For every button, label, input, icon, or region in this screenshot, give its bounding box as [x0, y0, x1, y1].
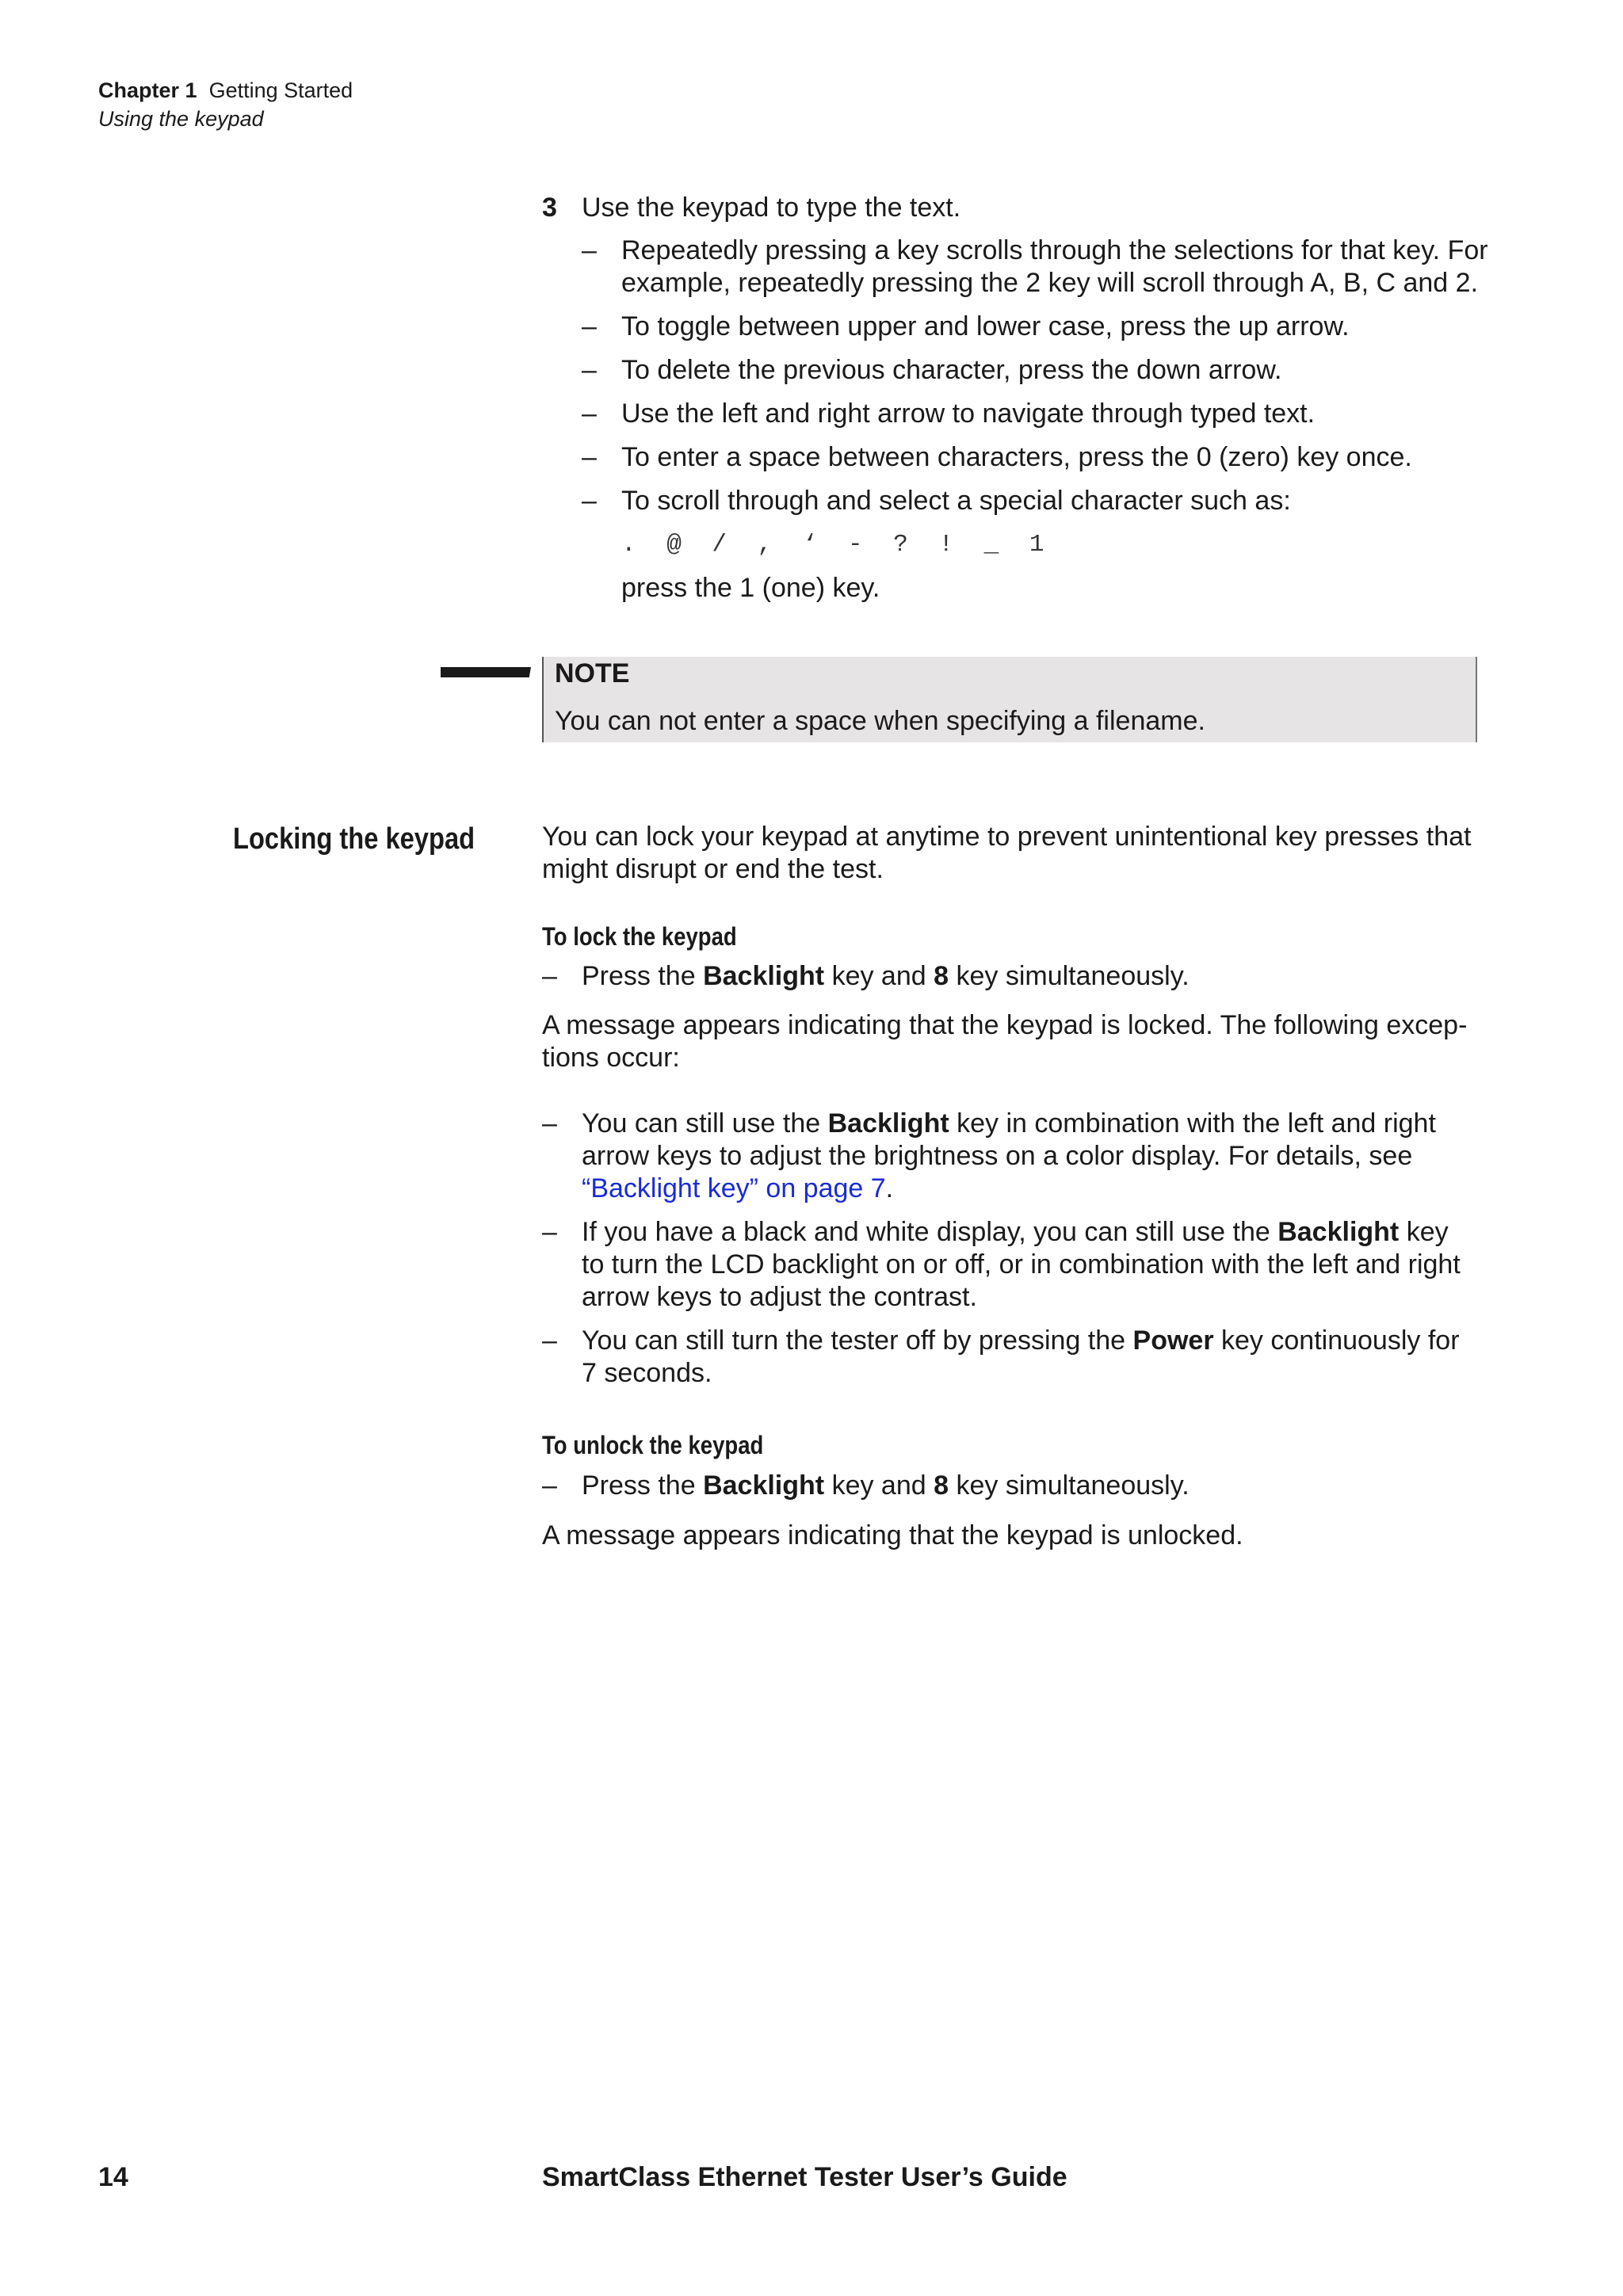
key-name-power: Power — [1132, 1325, 1214, 1356]
list-item-text: Repeatedly pressing a key scrolls through the selections for that key. For example, repeatedly pressing the 2 key will scroll through A, B, C and 2. — [621, 235, 1488, 298]
locking-intro: You can lock your keypad at anytime to prevent unintentional key presses that might disrupt or end the test. — [542, 822, 1472, 884]
dash-bullet: – — [542, 1108, 557, 1138]
key-name-backlight: Backlight — [827, 1108, 949, 1138]
list-item — [582, 354, 1493, 387]
dash-bullet: – — [582, 486, 597, 516]
list-item — [542, 1325, 1477, 1390]
list-item-text: To enter a space between characters, press the 0 (zero) key once. — [621, 442, 1412, 472]
list-item-text: To delete the previous character, press the down arrow. — [621, 355, 1282, 385]
list-item — [542, 960, 1477, 993]
list-item — [542, 1470, 1477, 1502]
dash-bullet: – — [582, 442, 597, 472]
locked-message: A message appears indicating that the keypad is locked. The following excep-tions occur: — [542, 1010, 1468, 1073]
running-header-section: Using the keypad — [98, 107, 264, 131]
dash-bullet: – — [542, 961, 557, 991]
note-text: You can not enter a space when specifying a filename. — [555, 706, 1205, 736]
dash-bullet: – — [582, 399, 597, 429]
text-run: You can still turn the tester off by pressing the — [582, 1325, 1133, 1356]
dash-bullet: – — [582, 355, 597, 385]
list-item — [582, 441, 1493, 474]
chapter-label: Chapter 1 — [98, 78, 197, 102]
key-name-8: 8 — [934, 961, 949, 991]
key-name-backlight: Backlight — [703, 961, 825, 991]
running-header-chapter — [98, 76, 353, 105]
text-run: key and — [824, 961, 934, 991]
step-number: 3 — [542, 193, 557, 223]
step-text: Use the keypad to type the text. — [582, 193, 961, 223]
list-item-text: To scroll through and select a special character such as: — [621, 486, 1291, 516]
text-run: . — [885, 1173, 894, 1203]
list-item — [582, 311, 1493, 343]
list-item — [582, 398, 1493, 430]
guide-title: SmartClass Ethernet Tester User’s Guide — [542, 2162, 1067, 2192]
lock-step — [542, 960, 1477, 1004]
note-title: NOTE — [555, 658, 630, 688]
step-3-options-list — [582, 235, 1493, 616]
note-marker-bar — [441, 667, 531, 677]
dash-bullet: – — [542, 1470, 557, 1501]
dash-bullet: – — [582, 235, 597, 265]
list-item — [582, 485, 1493, 517]
key-name-backlight: Backlight — [703, 1470, 825, 1501]
dash-bullet: – — [542, 1325, 557, 1356]
text-run: key in combination with the left and right arrow keys to adjust the brightness on a color display. For details, see — [582, 1108, 1436, 1171]
unlocked-message: A message appears indicating that the keypad is unlocked. — [542, 1520, 1243, 1550]
text-run: key simultaneously. — [949, 1470, 1190, 1501]
text-run: key and — [824, 1470, 934, 1501]
press-one-text: press the 1 (one) key. — [621, 573, 880, 603]
text-run: You can still use the — [582, 1108, 828, 1138]
list-item — [542, 1108, 1477, 1205]
dash-bullet: – — [582, 311, 597, 341]
unlock-step — [542, 1470, 1477, 1513]
text-run: If you have a black and white display, you can still use the — [582, 1217, 1278, 1247]
list-item — [542, 1216, 1477, 1314]
chapter-title: Getting Started — [208, 78, 353, 102]
text-run: key to turn the LCD backlight on or off, or in combination with the left and right arrow keys to adjust the contrast. — [582, 1217, 1461, 1312]
text-run: Press the — [582, 1470, 704, 1501]
special-characters: . @ / , ‘ - ? ! _ 1 — [621, 531, 1052, 559]
backlight-key-link[interactable]: “Backlight key” on page 7 — [582, 1173, 886, 1203]
exceptions-list — [542, 1108, 1477, 1401]
unlock-procedure-heading: To unlock the keypad — [542, 1431, 764, 1459]
list-item — [582, 235, 1493, 299]
list-item-text: To toggle between upper and lower case, press the up arrow. — [621, 311, 1350, 341]
lock-procedure-heading: To lock the keypad — [542, 922, 737, 951]
key-name-backlight: Backlight — [1277, 1217, 1400, 1247]
dash-bullet: – — [542, 1217, 557, 1247]
text-run: Press the — [582, 961, 704, 991]
section-heading: Locking the keypad — [233, 822, 475, 856]
list-item-text: Use the left and right arrow to navigate through typed text. — [621, 399, 1316, 429]
text-run: key continuously for 7 seconds. — [582, 1325, 1460, 1388]
page-number: 14 — [98, 2162, 128, 2192]
text-run: key simultaneously. — [949, 961, 1190, 991]
key-name-8: 8 — [934, 1470, 949, 1501]
